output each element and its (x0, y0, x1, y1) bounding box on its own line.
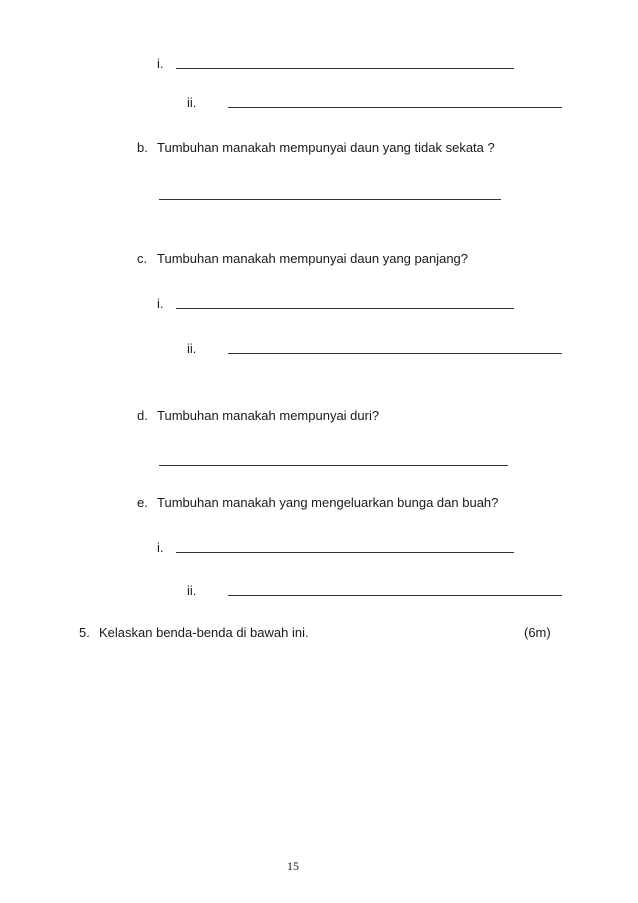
question-e-letter: e. (137, 495, 148, 510)
answer-line-e-i[interactable] (176, 552, 514, 553)
item-a-ii-label: ii. (187, 95, 197, 110)
answer-line-e-ii[interactable] (228, 595, 562, 596)
answer-line-c-ii[interactable] (228, 353, 562, 354)
question-5-text: Kelaskan benda-benda di bawah ini. (99, 625, 309, 640)
question-e-text: Tumbuhan manakah yang mengeluarkan bunga dan buah? (157, 495, 499, 510)
question-5-number: 5. (79, 625, 90, 640)
question-b-text: Tumbuhan manakah mempunyai daun yang tidak sekata ? (157, 140, 495, 155)
question-d-letter: d. (137, 408, 148, 423)
answer-line-d[interactable] (159, 465, 508, 466)
question-c-text: Tumbuhan manakah mempunyai daun yang panjang? (157, 251, 469, 266)
answer-line-a-ii[interactable] (228, 107, 562, 108)
question-5-marks: (6m) (524, 625, 551, 640)
answer-line-a-i[interactable] (176, 68, 514, 69)
question-c-letter: c. (137, 251, 148, 266)
answer-line-b[interactable] (159, 199, 501, 200)
item-a-i-label: i. (157, 56, 164, 71)
item-e-i-label: i. (157, 540, 164, 555)
question-d-text: Tumbuhan manakah mempunyai duri? (157, 408, 380, 423)
item-e-ii-label: ii. (187, 583, 197, 598)
question-b-letter: b. (137, 140, 148, 155)
item-c-ii-label: ii. (187, 341, 197, 356)
page-number: 15 (287, 859, 299, 873)
item-c-i-label: i. (157, 296, 164, 311)
answer-line-c-i[interactable] (176, 308, 514, 309)
